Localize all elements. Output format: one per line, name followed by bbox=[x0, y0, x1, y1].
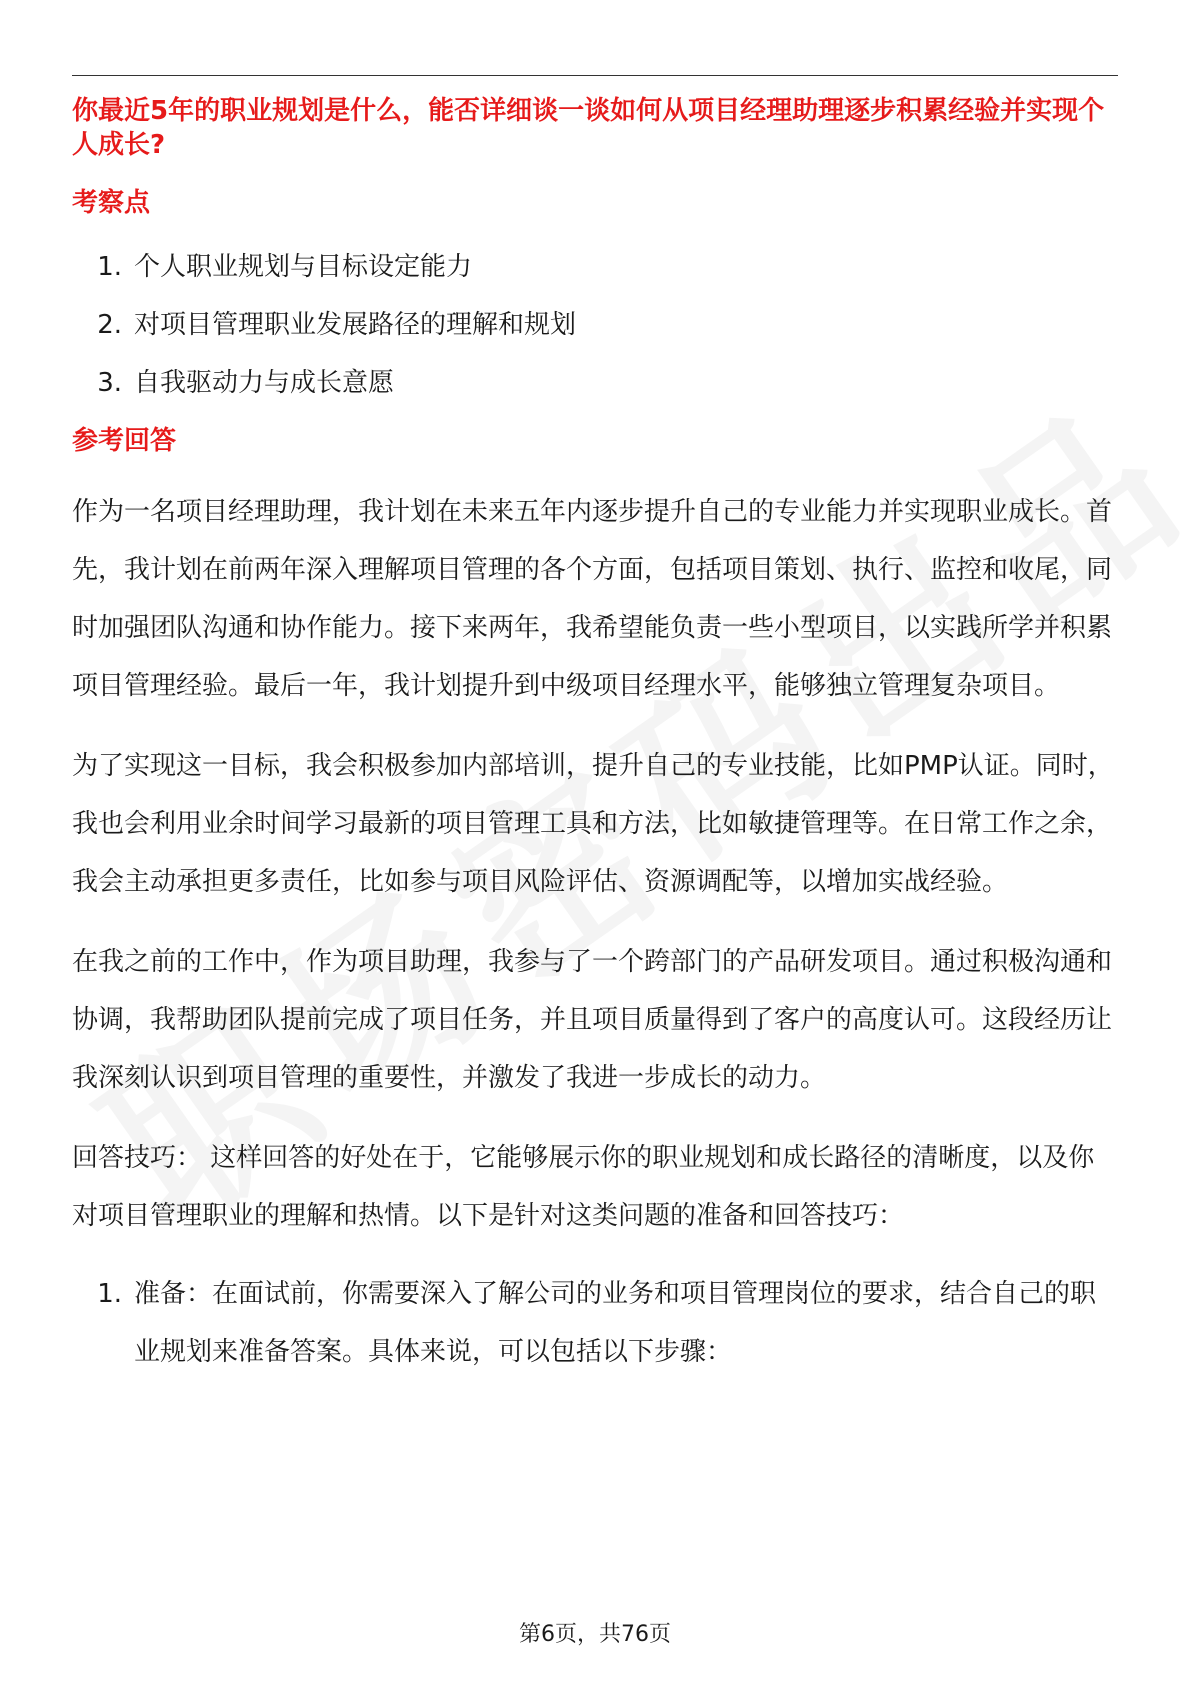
tips-item bbox=[72, 1265, 1118, 1381]
focus-item-text: 对项目管理职业发展路径的理解和规划 bbox=[134, 310, 577, 340]
list-number: 1. bbox=[97, 252, 122, 282]
focus-item-text: 个人职业规划与目标设定能力 bbox=[134, 252, 473, 282]
focus-item-text: 自我驱动力与成长意愿 bbox=[134, 368, 395, 398]
focus-item bbox=[72, 250, 1118, 284]
answer-paragraph: 为了实现这一目标，我会积极参加内部培训，提升自己的专业技能，比如PMP认证。同时，我也会利用业余时间学习最新的项目管理工具和方法，比如敏捷管理等。在日常工作之余，我会主动承担更多责任，比如参与项目风险评估、资源调配等，以增加实战经验。 bbox=[72, 751, 1114, 897]
focus-item bbox=[72, 308, 1118, 342]
answer-paragraph: 作为一名项目经理助理，我计划在未来五年内逐步提升自己的专业能力并实现职业成长。首先，我计划在前两年深入理解项目管理的各个方面，包括项目策划、执行、监控和收尾，同时加强团队沟通和协作能力。接下来两年，我希望能负责一些小型项目，以实践所学并积累项目管理经验。最后一年，我计划提升到中级项目经理水平，能够独立管理复杂项目。 bbox=[72, 497, 1113, 701]
page-content bbox=[72, 94, 1118, 1381]
list-number: 1. bbox=[97, 1279, 122, 1309]
page-footer: 第6页，共76页 bbox=[519, 1622, 671, 1647]
list-number: 3. bbox=[97, 368, 122, 398]
focus-list bbox=[72, 250, 1118, 400]
focus-section-title: 考察点 bbox=[72, 188, 151, 218]
answer-section-title: 参考回答 bbox=[72, 426, 177, 456]
header-rule bbox=[72, 75, 1118, 76]
question-heading: 你最近5年的职业规划是什么，能否详细谈一谈如何从项目经理助理逐步积累经验并实现个人成长? bbox=[72, 96, 1105, 160]
tips-item-text: 准备：在面试前，你需要深入了解公司的业务和项目管理岗位的要求，结合自己的职业规划来准备答案。具体来说，可以包括以下步骤： bbox=[134, 1279, 1097, 1367]
tips-paragraph: 回答技巧： 这样回答的好处在于，它能够展示你的职业规划和成长路径的清晰度，以及你对项目管理职业的理解和热情。以下是针对这类问题的准备和回答技巧： bbox=[72, 1143, 1095, 1231]
list-number: 2. bbox=[97, 310, 122, 340]
answer-paragraph: 在我之前的工作中，作为项目助理，我参与了一个跨部门的产品研发项目。通过积极沟通和协调，我帮助团队提前完成了项目任务，并且项目质量得到了客户的高度认可。这段经历让我深刻认识到项目管理的重要性，并激发了我进一步成长的动力。 bbox=[72, 947, 1113, 1093]
focus-item bbox=[72, 366, 1118, 400]
tips-list bbox=[72, 1265, 1118, 1381]
